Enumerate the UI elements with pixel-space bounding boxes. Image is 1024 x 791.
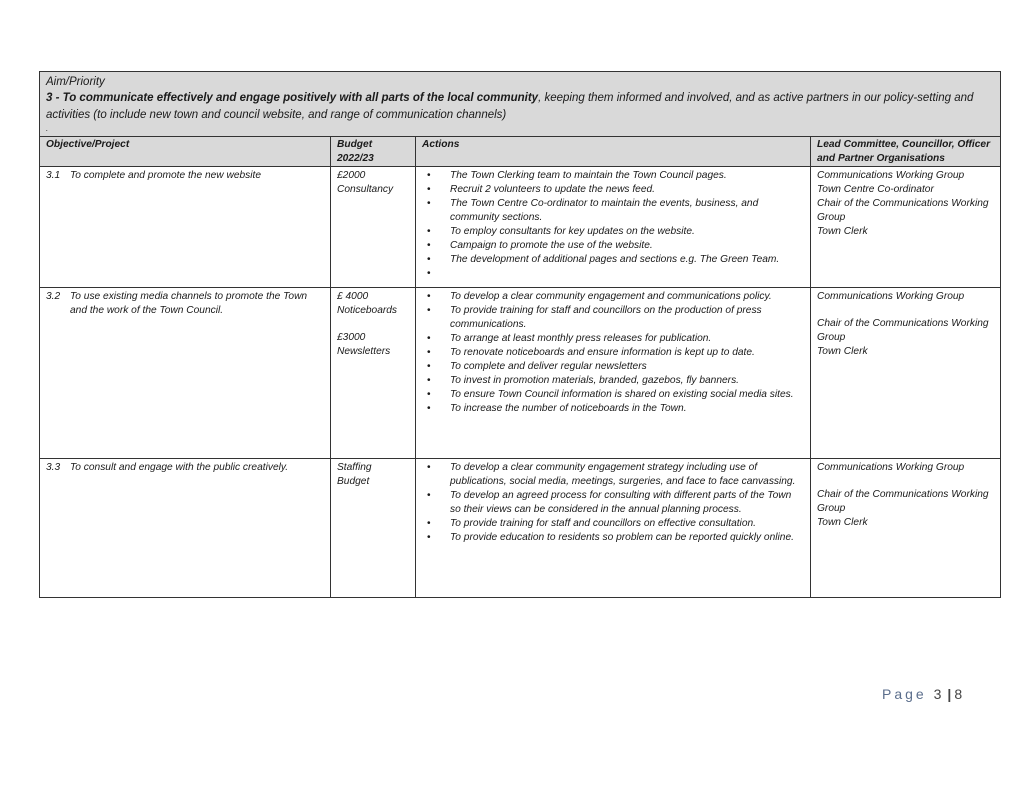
lead-line: Chair of the Communications Working Group: [817, 318, 989, 343]
budget-line: Consultancy: [337, 184, 394, 195]
actions-list: [422, 169, 804, 279]
budget-cell: [331, 459, 416, 598]
objective-text: To complete and promote the new website: [70, 170, 262, 181]
aim-statement: [46, 90, 994, 124]
objective-text: To consult and engage with the public creatively.: [70, 462, 289, 473]
lead-line: Communications Working Group: [817, 170, 965, 181]
budget-line: £2000: [337, 170, 366, 181]
budget-line: £ 4000: [337, 291, 369, 302]
lead-line: Town Clerk: [817, 226, 868, 237]
budget-line: Staffing: [337, 462, 372, 473]
aim-dot: .: [46, 124, 49, 133]
list-item: • To invest in promotion materials, branded, gazebos, fly banners.: [450, 374, 804, 388]
objective-text: To use existing media channels to promote the Town and the work of the Town Council.: [70, 291, 308, 316]
list-item: • To develop a clear community engagement strategy including use of publications, social media, meetings, surgeries, and face to face canvassing.: [450, 461, 804, 489]
list-item: • To develop an agreed process for consulting with different parts of the Town so their views can be considered in the annual planning process.: [450, 489, 804, 517]
actions-cell: [416, 459, 811, 598]
lead-cell: [811, 288, 1001, 459]
budget-line: Noticeboards: [337, 305, 398, 316]
header-actions: Actions: [416, 137, 811, 167]
list-item: • Campaign to promote the use of the website.: [450, 239, 804, 253]
aim-rest-text: , keeping them informed and involved, and as active partners in our policy-setting and activities (to include new town and council website, and range of communication channels): [46, 92, 974, 121]
budget-line: £3000: [337, 332, 366, 343]
list-item: • To ensure Town Council information is shared on existing social media sites.: [450, 388, 804, 402]
lead-cell: [811, 167, 1001, 288]
header-budget: Budget 2022/23: [331, 137, 416, 167]
action-plan-table: [39, 71, 1001, 598]
list-item: • Recruit 2 volunteers to update the news feed.: [450, 183, 804, 197]
budget-line: Newsletters: [337, 346, 391, 357]
aim-cell: [40, 72, 1001, 137]
page-current: 3: [933, 686, 945, 702]
page-separator: |: [947, 686, 952, 702]
table-row: [40, 459, 1001, 598]
lead-line: Town Clerk: [817, 346, 868, 357]
objective-number: 3.3: [46, 462, 61, 473]
actions-list: [422, 461, 804, 545]
table-row: [40, 167, 1001, 288]
plan-rows: [40, 167, 1001, 598]
list-item: • To provide training for staff and councillors on effective consultation.: [450, 517, 804, 531]
actions-list: [422, 290, 804, 416]
page-word: Page: [882, 686, 927, 702]
lead-line: Communications Working Group: [817, 462, 965, 473]
aim-row: [40, 72, 1001, 137]
table-row: [40, 288, 1001, 459]
actions-cell: [416, 167, 811, 288]
budget-cell: [331, 167, 416, 288]
list-item: [450, 267, 804, 279]
header-objective: Objective/Project: [40, 137, 331, 167]
list-item: • The Town Clerking team to maintain the Town Council pages.: [450, 169, 804, 183]
lead-line: Chair of the Communications Working Group: [817, 489, 989, 514]
budget-line: Budget: [337, 476, 370, 487]
lead-line: Chair of the Communications Working Group: [817, 198, 989, 223]
header-lead: Lead Committee, Councillor, Officer and Partner Organisations: [811, 137, 1001, 167]
list-item: • To develop a clear community engagement and communications policy.: [450, 290, 804, 304]
objective-number: 3.2: [46, 291, 61, 302]
aim-bold-text: 3 - To communicate effectively and engage positively with all parts of the local community: [46, 92, 539, 104]
list-item: • To employ consultants for key updates on the website.: [450, 225, 804, 239]
objective-cell: [40, 167, 331, 288]
lead-line: Communications Working Group: [817, 291, 965, 302]
list-item: • The development of additional pages and sections e.g. The Green Team.: [450, 253, 804, 267]
list-item: • To increase the number of noticeboards in the Town.: [450, 402, 804, 416]
lead-line: Town Centre Co-ordinator: [817, 184, 934, 195]
actions-cell: [416, 288, 811, 459]
lead-line: Town Clerk: [817, 517, 868, 528]
list-item: • To provide education to residents so problem can be reported quickly online.: [450, 531, 804, 545]
lead-cell: [811, 459, 1001, 598]
list-item: • The Town Centre Co-ordinator to maintain the events, business, and community sections.: [450, 197, 804, 225]
page-total: 8: [954, 686, 966, 702]
objective-number: 3.1: [46, 170, 61, 181]
list-item: • To provide training for staff and councillors on the production of press communications.: [450, 304, 804, 332]
list-item: • To complete and deliver regular newsletters: [450, 360, 804, 374]
objective-cell: [40, 288, 331, 459]
header-row: [40, 137, 1001, 167]
list-item: • To arrange at least monthly press releases for publication.: [450, 332, 804, 346]
objective-cell: [40, 459, 331, 598]
budget-cell: [331, 288, 416, 459]
page-number: [882, 686, 965, 702]
aim-heading: Aim/Priority: [46, 76, 105, 88]
list-item: • To renovate noticeboards and ensure information is kept up to date.: [450, 346, 804, 360]
